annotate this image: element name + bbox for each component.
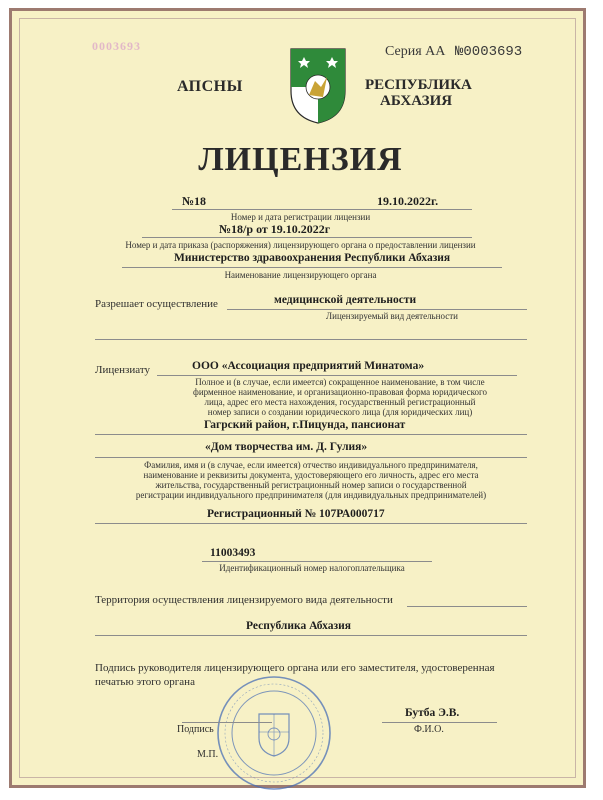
signature-text-2: печатью этого органа [95,676,195,688]
licensee-label: Лицензиату [95,364,150,376]
coat-of-arms-emblem [289,47,347,125]
registration-number: №18 [182,194,207,208]
licensee-name: ООО «Ассоциация предприятий Минатома» [192,360,425,372]
licensee-caption-2: фирменное наименование, и организационно-правовая форма юридического [193,387,487,397]
licensee-caption-1: Полное и (в случае, если имеется) сокращенное наименование, в том числе [195,377,485,387]
order-caption: Номер и дата приказа (распоряжения) лицензирующего органа о предоставлении лицензии [125,240,476,250]
official-stamp [215,674,333,792]
license-document [9,8,586,788]
right-header-title-line1: РЕСПУБЛИКА [365,77,472,93]
signer-name: Бутба Э.В. [405,707,460,719]
activity-caption: Лицензируемый вид деятельности [326,311,458,321]
individual-caption-3: жительства, государственный регистрационный номер записи о государственной [155,480,467,490]
authority-caption: Наименование лицензирующего органа [224,270,377,280]
emblem-icon [289,47,347,125]
stamp-icon [215,674,333,792]
taxpayer-caption: Идентификационный номер налогоплательщика [219,563,405,573]
taxpayer-number: 11003493 [210,547,256,559]
territory-label: Территория осуществления лицензируемого вида деятельности [95,594,393,606]
right-header-title-line2: АБХАЗИЯ [380,93,453,109]
order-value: №18/р от 19.10.2022г [219,222,331,236]
left-header-title: АПСНЫ [177,78,243,95]
registration-caption: Номер и дата регистрации лицензии [230,212,371,222]
registration-date: 19.10.2022г. [377,194,439,208]
series-number: №0003693 [455,44,523,60]
licensee-caption-3: лица, адрес его места нахождения, государственный регистрационный [204,397,476,407]
faded-serial-number: 0003693 [92,39,141,53]
stamp-caption: М.П. [197,749,219,760]
licensee-caption-4: номер записи о создании юридического лица (для юридических лиц) [207,407,473,417]
authority-value: Министерство здравоохранения Республики Абхазия [174,252,451,264]
signature-text-1: Подпись руководителя лицензирующего органа или его заместителя, удостоверенная [95,662,495,674]
licensee-house: «Дом творчества им. Д. Гулия» [205,441,368,453]
registration-id: Регистрационный № 107РА000717 [207,508,385,520]
licensee-address: Гагрский район, г.Пицунда, пансионат [204,419,406,431]
signer-name-caption: Ф.И.О. [414,724,444,735]
individual-caption-2: наименование и реквизиты документа, удостоверяющего его личность, адрес его места [143,470,479,480]
activity-label: Разрешает осуществление [95,298,218,310]
activity-value: медицинской деятельности [274,294,417,306]
sign-caption: Подпись [177,724,214,735]
individual-caption-1: Фамилия, имя и (в случае, если имеется) отчество индивидуального предпринимателя, [144,460,478,470]
territory-value: Республика Абхазия [246,620,351,632]
individual-caption-4: регистрации индивидуального предпринимателя (для индивидуальных предпринимателей) [135,490,487,500]
series-label: Серия АА [385,44,446,59]
document-title: ЛИЦЕНЗИЯ [198,141,403,178]
